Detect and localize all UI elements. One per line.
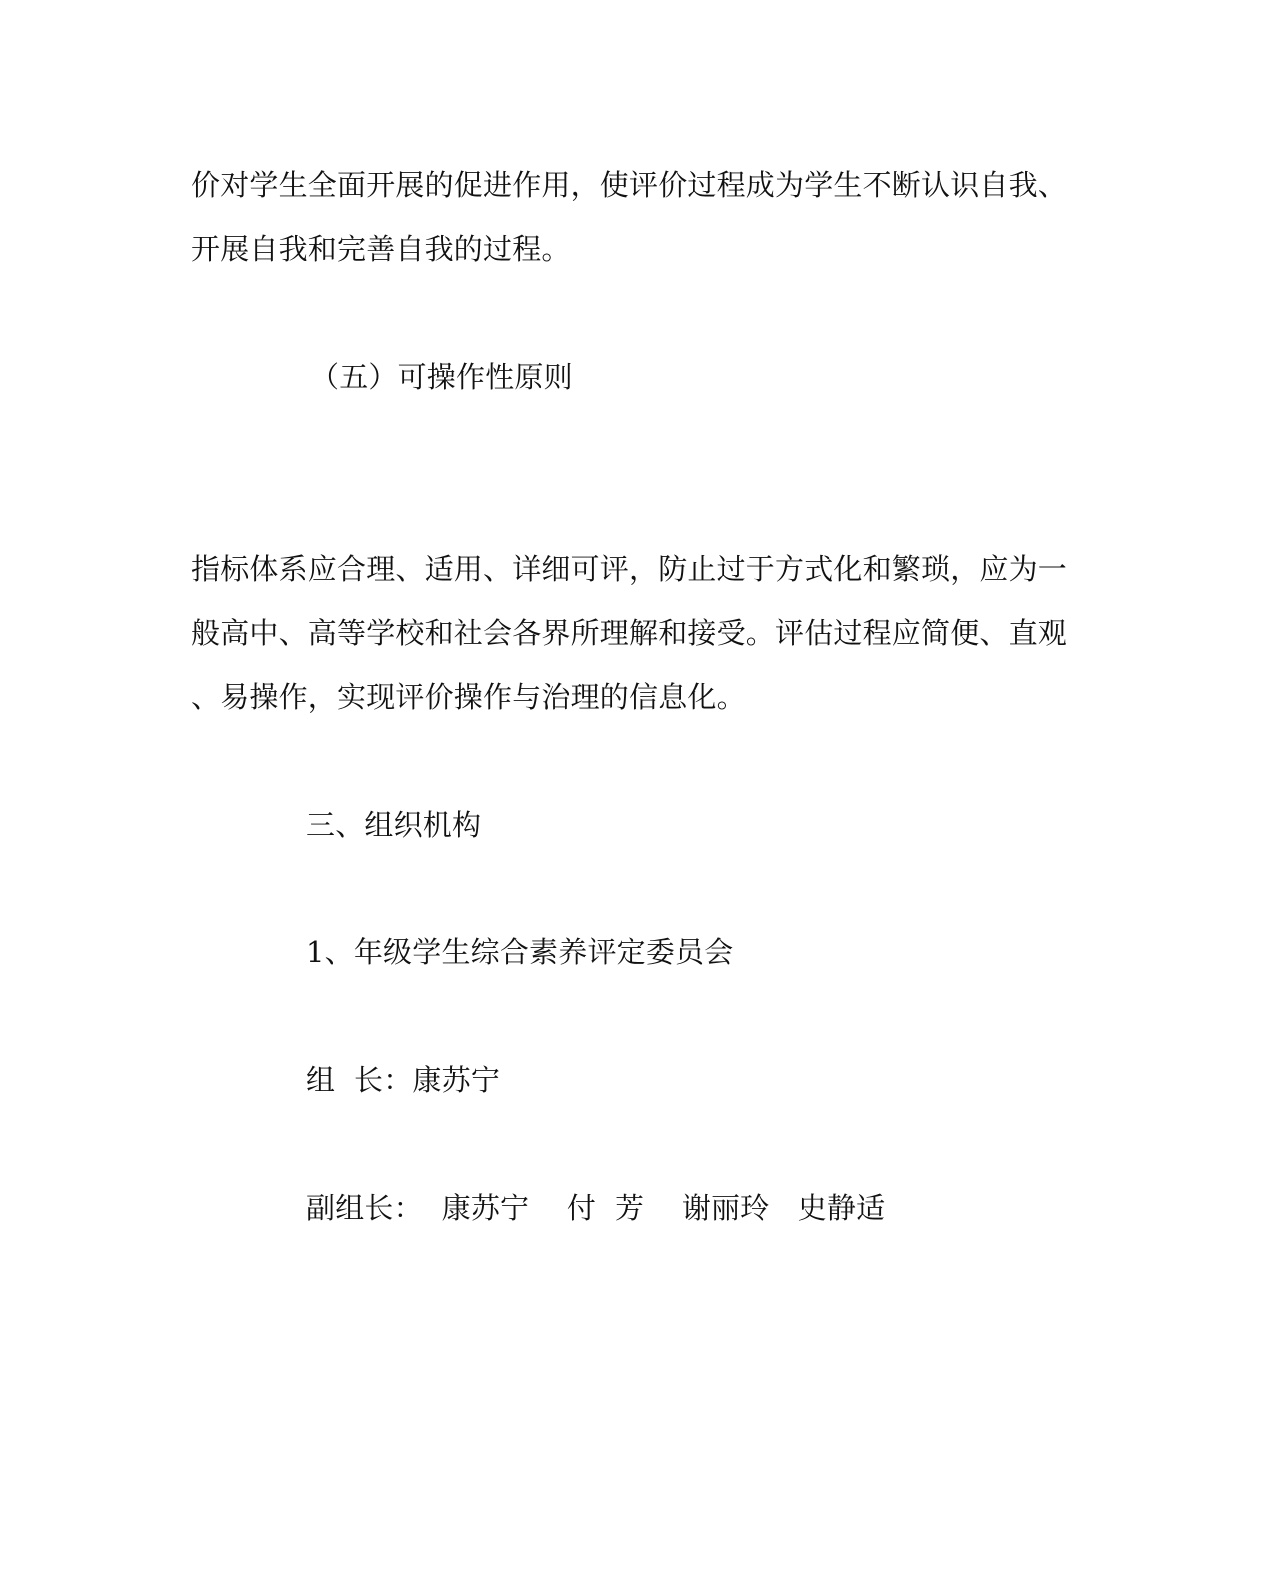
committee-leader: 组 长：康苏宁 xyxy=(306,1063,501,1097)
heading-operability-principle: （五）可操作性原则 xyxy=(310,360,573,394)
paragraph-2-line-1: 指标体系应合理、适用、详细可评，防止过于方式化和繁琐，应为一 xyxy=(191,552,1068,586)
paragraph-1-line-2: 开展自我和完善自我的过程。 xyxy=(191,232,571,266)
section-heading-organization: 三、组织机构 xyxy=(306,808,482,842)
committee-title: 1、年级学生综合素养评定委员会 xyxy=(306,935,734,969)
paragraph-1-line-1: 价对学生全面开展的促进作用，使评价过程成为学生不断认识自我、 xyxy=(191,168,1068,202)
paragraph-2-line-3: 、易操作，实现评价操作与治理的信息化。 xyxy=(191,680,746,714)
committee-deputy-leaders: 副组长： 康苏宁 付 芳 谢丽玲 史静适 xyxy=(306,1191,886,1225)
paragraph-2-line-2: 般高中、高等学校和社会各界所理解和接受。评估过程应简便、直观 xyxy=(191,616,1068,650)
